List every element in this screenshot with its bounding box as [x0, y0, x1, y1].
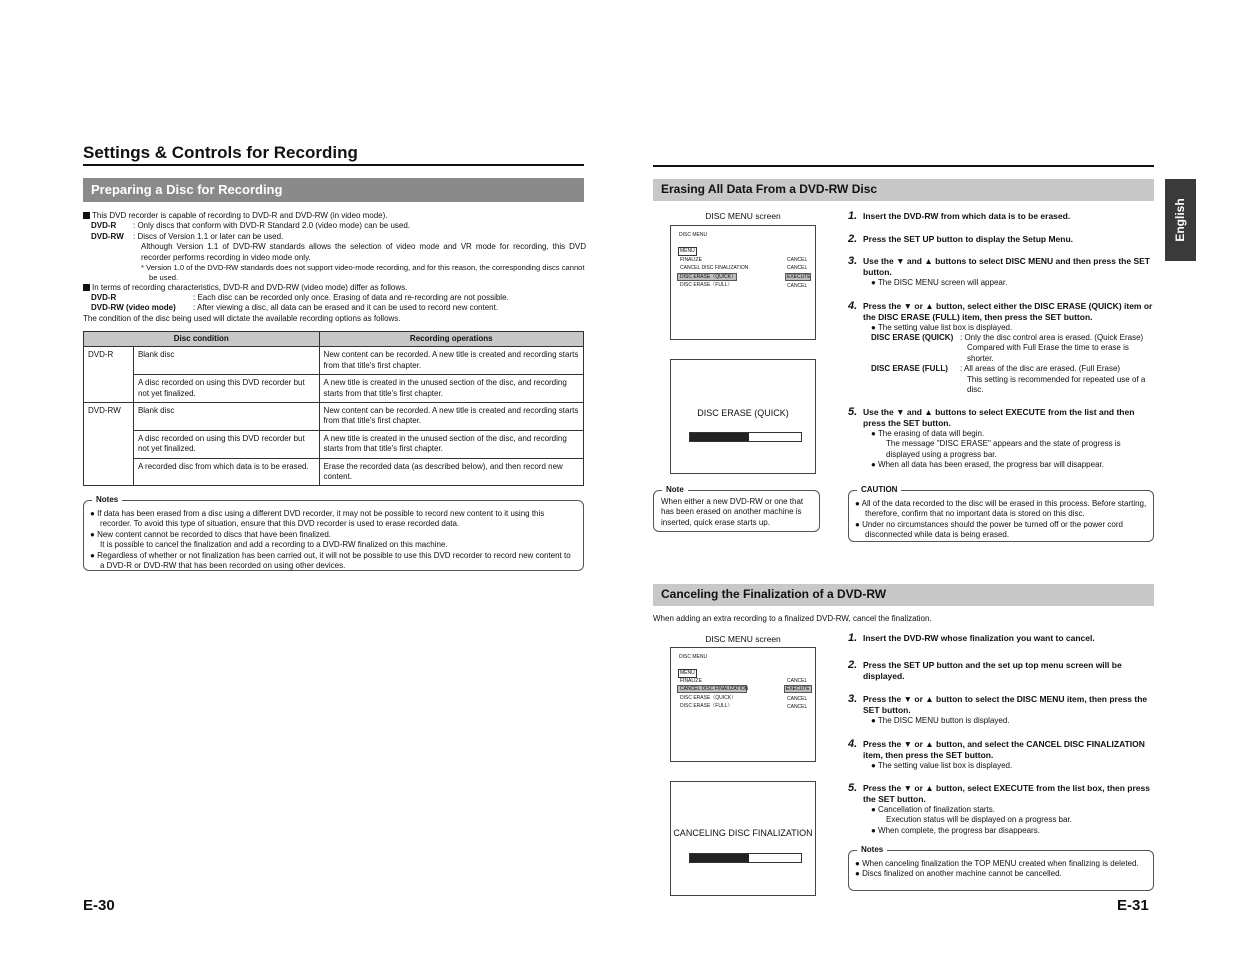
step-sub: ● The setting value list box is displayed.	[871, 761, 1013, 771]
cancel-intro: When adding an extra recording to a finalized DVD-RW, cancel the finalization.	[653, 614, 932, 623]
menu-item: DISC ERASE（QUICK）	[680, 695, 737, 701]
progress-screen	[670, 359, 816, 474]
step-text: Press the SET UP button and the set up top menu screen will be displayed.	[863, 660, 1122, 682]
step-text: Press the ▼ or ▲ button, select either the DISC ERASE (QUICK) item or the DISC ERASE (FULL) item, then press the SET button.	[863, 301, 1153, 323]
step-number: 2.	[848, 233, 858, 245]
cancel-step-4	[848, 739, 1154, 771]
section-title: Erasing All Data From a DVD-RW Disc	[661, 182, 878, 197]
dvdrw-footnote: * Version 1.0 of the DVD-RW standards does not support video-mode recording, and for this reason, the corresponding discs cannot be used.	[141, 262, 585, 282]
step-number: 2.	[848, 659, 858, 671]
intro-text-1: This DVD recorder is capable of recording to DVD-R and DVD-RW (in video mode).	[92, 211, 388, 220]
table-row	[84, 430, 584, 458]
condition-cell: A disc recorded on using this DVD recorder but not yet finalized.	[133, 430, 319, 458]
progress-label: CANCELING DISC FINALIZATION	[673, 828, 813, 838]
note-item: When canceling finalization the TOP MENU created when finalizing is deleted.	[862, 859, 1139, 868]
progress-screen	[670, 781, 816, 896]
erase-step-1	[848, 211, 1154, 222]
char-dvdr-text: : Each disc can be recorded only once. Erasing of data and re-recording are not possible.	[193, 293, 509, 303]
menu-value: CANCEL	[787, 283, 808, 289]
intro-text-3: The condition of the disc being used will dictate the available recording options as follows.	[83, 313, 401, 323]
step-sub: ● The DISC MENU button is displayed.	[871, 716, 1010, 726]
disc-type-cell: DVD-R	[84, 347, 134, 403]
note-item: Regardless of whether or not finalization has been carried out, it will not be possible to use this DVD recorder to record new content to a DVD-R or DVD-RW that has been recorded on using other devices.	[97, 550, 571, 570]
notes-box-left: Notes ● If data has been erased from a disc using a different DVD recorder, it may not be possible to record new content to it using this recorder. To avoid this type of situation, ensure that this DVD recorder is used to erase recorded data. ● New content cannot be recorded to discs that have been finalized. It is possible to cancel the finalization and add a recording to a DVD-RW finalized on this machine. ● Regardless of whether or not finalization has been carried out, it will not be possible to use this DVD recorder to record new content to a DVD-R or DVD-RW that has been recorded on using other devices.	[83, 500, 584, 571]
menu-item: FINALIZE	[680, 257, 702, 263]
step-sub: ● When all data has been erased, the progress bar will disappear.	[871, 460, 1104, 470]
step-sub: ● The setting value list box is displayed.	[871, 323, 1013, 333]
step-text: Insert the DVD-RW from which data is to be erased.	[863, 211, 1071, 221]
step-number: 3.	[848, 693, 858, 705]
char-dvdrw-label: DVD-RW (video mode)	[91, 303, 176, 313]
intro-text-2: In terms of recording characteristics, DVD-R and DVD-RW (video mode) differ as follows.	[92, 282, 408, 292]
disc-type-cell: DVD-RW	[84, 402, 134, 485]
intro-block	[83, 211, 586, 324]
step-sub: ● When complete, the progress bar disappears.	[871, 825, 1040, 835]
operation-cell: A new title is created in the unused section of the disc, and recording starts from that title's first chapter.	[319, 375, 583, 403]
section-title: Canceling the Finalization of a DVD-RW	[661, 587, 887, 602]
step-text: Use the ▼ and ▲ buttons to select DISC MENU and then press the SET button.	[863, 256, 1150, 278]
cancel-step-3	[848, 694, 1154, 726]
quick-erase-text: : Only the disc control area is erased. (Quick Erase)	[960, 333, 1144, 342]
menu-value: EXECUTE	[786, 686, 810, 692]
menu-value: CANCEL	[787, 704, 808, 710]
table-header: Recording operations	[319, 332, 583, 347]
screen-caption: DISC MENU screen	[705, 634, 781, 644]
step-text: Press the ▼ or ▲ button, and select the CANCEL DISC FINALIZATION item, then press the SET button.	[863, 739, 1145, 761]
section-title: Preparing a Disc for Recording	[91, 181, 283, 197]
note-box-erase	[653, 485, 820, 532]
step-sub: The message "DISC ERASE" appears and the state of progress is displayed using a progress bar.	[886, 439, 1121, 459]
dvdrw-text: : Discs of Version 1.1 or later can be used.	[133, 231, 284, 241]
cancel-step-1	[848, 633, 1154, 644]
menu-value: CANCEL	[787, 265, 808, 271]
step-sub: ● The DISC MENU screen will appear.	[871, 278, 1008, 288]
notes-title: Notes	[92, 495, 122, 505]
step-number: 4.	[848, 300, 858, 312]
disc-menu-screen	[670, 647, 816, 762]
dvdr-label: DVD-R	[91, 221, 117, 231]
dvdrw-label: DVD-RW	[91, 231, 124, 241]
menu-item: DISC ERASE（FULL）	[680, 282, 733, 288]
menu-tag: MENU	[680, 670, 695, 676]
section-bar-erasing	[653, 179, 1154, 201]
screen-caption: DISC MENU screen	[705, 211, 781, 221]
menu-screen-title: DISC MENU	[679, 232, 708, 238]
square-bullet-icon	[83, 284, 90, 291]
table-row	[84, 458, 584, 486]
page-number-left: E-30	[83, 897, 115, 914]
step-text: Press the SET UP button to display the Setup Menu.	[863, 234, 1074, 244]
erase-options	[871, 333, 1154, 395]
menu-item: DISC ERASE（QUICK）	[680, 274, 737, 280]
step-text: Press the ▼ or ▲ button, select EXECUTE from the list box, then press the SET button.	[863, 783, 1150, 805]
char-dvdrw-text: : After viewing a disc, all data can be erased and it can be used to record new content.	[193, 303, 499, 313]
step-text: Insert the DVD-RW whose finalization you want to cancel.	[863, 633, 1095, 643]
caution-box: CAUTION ● All of the data recorded to the disc will be erased in this process. Before starting, therefore, confirm that no important data is stored on this disc. ● Under no circumstances should the power be turned off or the power cord disconnected while data is being erased.	[848, 490, 1154, 542]
note-item: If data has been erased from a disc using a different DVD recorder, it may not be possible to record new content to it using this recorder. To avoid this type of situation, ensure that this DVD recorder is used to erase recorded data.	[97, 509, 545, 529]
menu-item: CANCEL DISC FINALIZATION	[680, 265, 749, 271]
condition-cell: A recorded disc from which data is to be erased.	[133, 458, 319, 486]
notes-title: Notes	[857, 845, 887, 855]
page-number-right: E-31	[1117, 897, 1149, 914]
step-number: 4.	[848, 738, 858, 750]
section-bar-preparing	[83, 178, 584, 202]
table-row	[84, 402, 584, 430]
full-erase-text-2: This setting is recommended for repeated use of a disc.	[967, 374, 1146, 394]
caution-title: CAUTION	[857, 485, 901, 495]
quick-erase-label: DISC ERASE (QUICK)	[871, 333, 954, 342]
step-number: 1.	[848, 632, 858, 644]
caution-item: Under no circumstances should the power be turned off or the power cord disconnected while data is being erased.	[862, 519, 1123, 540]
menu-tag: MENU	[680, 248, 695, 254]
condition-cell: Blank disc	[133, 347, 319, 375]
condition-cell: Blank disc	[133, 402, 319, 430]
table-row	[84, 375, 584, 403]
cancel-step-2	[848, 660, 1154, 682]
step-text: Press the ▼ or ▲ button to select the DISC MENU item, then press the SET button.	[863, 694, 1148, 716]
erase-step-2	[848, 234, 1154, 245]
dvdrw-text-2: Although Version 1.1 of DVD-RW standards allows the selection of video mode and VR mode for recording, this DVD recorder performs recording in video mode only.	[141, 242, 586, 262]
language-tab-label: English	[1172, 198, 1187, 242]
dvdr-text: : Only discs that conform with DVD-R Standard 2.0 (video mode) can be used.	[133, 221, 411, 231]
step-number: 1.	[848, 210, 858, 222]
header-rule-right	[653, 165, 1154, 167]
progress-bar	[689, 432, 802, 442]
menu-item: CANCEL DISC FINALIZATION	[680, 686, 749, 692]
full-erase-label: DISC ERASE (FULL)	[871, 364, 948, 374]
menu-item: FINALIZE	[680, 678, 702, 684]
progress-bar	[689, 853, 802, 863]
menu-item: DISC ERASE（FULL）	[680, 703, 733, 709]
square-bullet-icon	[83, 212, 90, 219]
table-row	[84, 347, 584, 375]
operation-cell: Erase the recorded data (as described below), and then record new content.	[319, 458, 583, 486]
section-bar-canceling	[653, 584, 1154, 606]
menu-value: CANCEL	[787, 257, 808, 263]
cancel-step-5	[848, 783, 1154, 836]
step-number: 5.	[848, 782, 858, 794]
quick-erase-text-2: Compared with Full Erase the time to erase is shorter.	[967, 343, 1129, 363]
operation-cell: A new title is created in the unused section of the disc, and recording starts from that title's first chapter.	[319, 430, 583, 458]
language-tab	[1165, 179, 1196, 261]
table-header: Disc condition	[84, 332, 320, 347]
full-erase-text: : All areas of the disc are erased. (Full Erase)	[960, 364, 1121, 374]
condition-cell: A disc recorded on using this DVD recorder but not yet finalized.	[133, 375, 319, 403]
disc-menu-screen	[670, 225, 816, 340]
step-sub: ● Cancellation of finalization starts.	[871, 805, 996, 815]
menu-value: CANCEL	[787, 678, 808, 684]
note-text: When either a new DVD-RW or one that has been erased on another machine is inserted, quick erase starts up.	[661, 497, 804, 527]
disc-condition-table	[83, 331, 584, 486]
step-text: Use the ▼ and ▲ buttons to select EXECUTE from the list and then press the SET button.	[863, 407, 1135, 429]
erase-step-3	[848, 256, 1154, 288]
caution-item: All of the data recorded to the disc will be erased in this process. Before starting, therefore, confirm that no important data is stored on this disc.	[861, 499, 1147, 519]
step-number: 3.	[848, 255, 858, 267]
char-dvdr-label: DVD-R	[91, 293, 117, 303]
operation-cell: New content can be recorded. A new title is created and recording starts from that title's first chapter.	[319, 402, 583, 430]
erase-step-4	[848, 301, 1154, 333]
step-number: 5.	[848, 406, 858, 418]
page-title: Settings & Controls for Recording	[83, 143, 358, 162]
menu-value: CANCEL	[787, 696, 808, 702]
operation-cell: New content can be recorded. A new title is created and recording starts from that title's first chapter.	[319, 347, 583, 375]
progress-label: DISC ERASE (QUICK)	[697, 408, 789, 418]
notes-box-cancel: Notes ● When canceling finalization the TOP MENU created when finalizing is deleted. ● Discs finalized on another machine cannot be cancelled.	[848, 850, 1154, 891]
note-item: It is possible to cancel the finalization and add a recording to a DVD-RW finalized on this machine.	[100, 540, 448, 550]
title-rule	[83, 164, 584, 166]
table-header-row	[84, 332, 584, 347]
note-item: New content cannot be recorded to discs that have been finalized.	[97, 529, 331, 539]
progress-fill	[690, 854, 749, 862]
step-sub: Execution status will be displayed on a progress bar.	[886, 815, 1072, 825]
progress-fill	[690, 433, 749, 441]
note-title: Note	[662, 485, 688, 495]
menu-value: EXECUTE	[787, 274, 811, 280]
note-item: Discs finalized on another machine cannot be cancelled.	[862, 869, 1062, 879]
erase-step-5	[848, 407, 1154, 471]
step-sub: ● The erasing of data will begin.	[871, 429, 985, 439]
menu-screen-title: DISC MENU	[679, 654, 708, 660]
